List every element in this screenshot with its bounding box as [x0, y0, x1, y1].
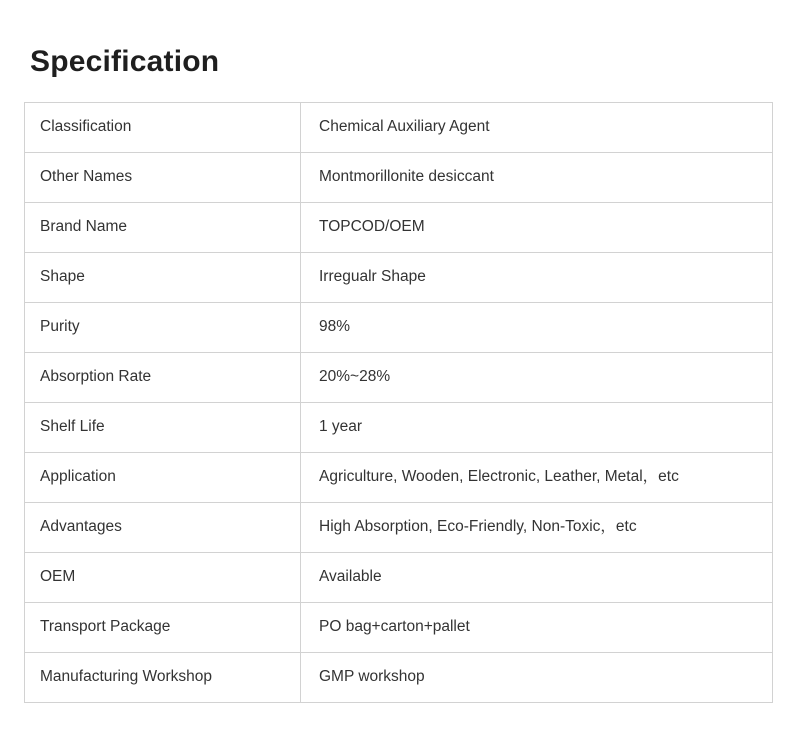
table-row [25, 403, 773, 453]
table-row [25, 603, 773, 653]
page-title: Specification [30, 45, 220, 78]
row-value: 98% [301, 303, 773, 353]
specification-table-body [25, 103, 773, 703]
table-row [25, 253, 773, 303]
row-label: Purity [25, 303, 301, 353]
row-label: Transport Package [25, 603, 301, 653]
table-row [25, 153, 773, 203]
row-label: Other Names [25, 153, 301, 203]
table-row [25, 553, 773, 603]
row-value: Montmorillonite desiccant [301, 153, 773, 203]
row-label: Brand Name [25, 203, 301, 253]
table-row [25, 103, 773, 153]
table-row [25, 353, 773, 403]
table-row [25, 453, 773, 503]
table-row [25, 503, 773, 553]
row-value: Available [301, 553, 773, 603]
row-label: Absorption Rate [25, 353, 301, 403]
row-label: Advantages [25, 503, 301, 553]
row-value: TOPCOD/OEM [301, 203, 773, 253]
row-value: 20%~28% [301, 353, 773, 403]
row-value: High Absorption, Eco-Friendly, Non-Toxic，etc [301, 503, 773, 553]
row-value: Irregualr Shape [301, 253, 773, 303]
specification-table [24, 102, 773, 703]
table-row [25, 653, 773, 703]
row-label: Classification [25, 103, 301, 153]
row-value: PO bag+carton+pallet [301, 603, 773, 653]
row-value: Chemical Auxiliary Agent [301, 103, 773, 153]
row-value: Agriculture, Wooden, Electronic, Leather, Metal，etc [301, 453, 773, 503]
row-label: Shelf Life [25, 403, 301, 453]
table-row [25, 203, 773, 253]
row-label: Shape [25, 253, 301, 303]
row-label: Application [25, 453, 301, 503]
row-label: Manufacturing Workshop [25, 653, 301, 703]
table-row [25, 303, 773, 353]
row-value: 1 year [301, 403, 773, 453]
row-value: GMP workshop [301, 653, 773, 703]
row-label: OEM [25, 553, 301, 603]
